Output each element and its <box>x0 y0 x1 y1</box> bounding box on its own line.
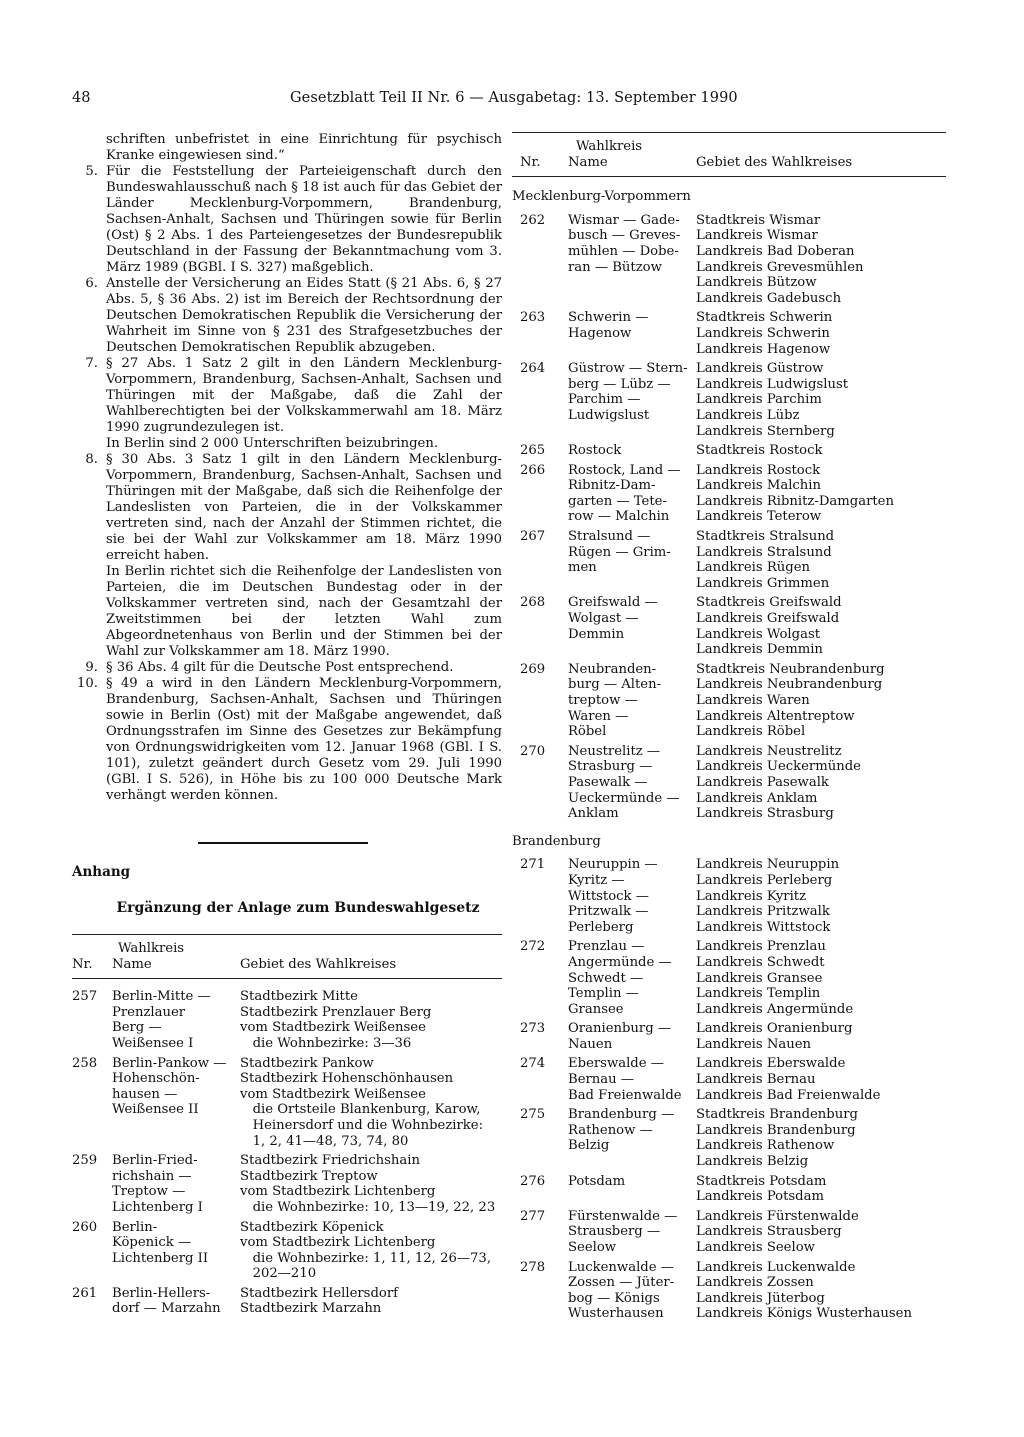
district-name-line: Kyritz — <box>568 872 625 888</box>
district-area <box>696 1256 946 1322</box>
district-name <box>112 1052 240 1150</box>
district-name-line: Hagenow <box>568 325 632 341</box>
district-name-line: Treptow — <box>112 1184 186 1200</box>
provision-text: § 30 Abs. 3 Satz 1 gilt in den Ländern Mecklenburg-Vorpommern, Brandenburg, Sachsen-Anhalt, Sachsen und Thüringen mit der Maßgabe, daß sich die Reihenfolge der Landeslisten von Parteien, die in der Volkskammer vertreten sind, nach der Anzahl der Stimmen richtet, die sie bei der Wahl zur Volkskammer am 18. März 1990 erreicht haben. <box>106 452 502 563</box>
district-name-line: Zossen — Jüter- <box>568 1275 675 1291</box>
table-row <box>512 1103 946 1169</box>
district-area-line: Landkreis Gadebusch <box>696 290 842 306</box>
district-name-line: Berlin-Hellers- <box>112 1285 211 1301</box>
district-area-line: Landkreis Grimmen <box>696 575 830 591</box>
district-area <box>696 357 946 439</box>
table-row <box>512 209 946 307</box>
district-name <box>568 591 696 657</box>
district-name <box>568 853 696 935</box>
district-name-line: Berlin-Mitte — <box>112 989 211 1005</box>
table-row <box>512 1017 946 1052</box>
district-number: 260 <box>72 1219 98 1235</box>
district-area <box>696 658 946 740</box>
region-heading: Mecklenburg-Vorpommern <box>512 189 691 205</box>
district-area-line: Landkreis Schwedt <box>696 954 825 970</box>
district-number: 267 <box>520 529 546 545</box>
district-name-line: Oranienburg — <box>568 1021 672 1037</box>
provision-text: Anstelle der Versicherung an Eides Statt (§ 21 Abs. 6, § 27 Abs. 5, § 36 Abs. 2) ist im Bereich der Rechtsordnung der Deutschen Demokratischen Republik die Versicherung der Wahrheit im Sinne von § 231 des Strafgesetzbuches der Deutschen Demokratischen Republik abzugeben. <box>106 276 502 355</box>
district-area-line: Landkreis Ueckermünde <box>696 759 861 775</box>
district-name <box>568 525 696 591</box>
district-name-line: Perleberg <box>568 919 634 935</box>
district-area <box>696 459 946 525</box>
district-name-line: Angermünde — <box>568 954 672 970</box>
table-row <box>512 658 946 740</box>
provision-item <box>72 276 502 356</box>
district-area-line: Landkreis Anklam <box>696 790 818 806</box>
district-number: 275 <box>520 1107 546 1123</box>
district-area-line: Landkreis Neustrelitz <box>696 743 842 759</box>
district-name <box>568 209 696 307</box>
district-name-line: Eberswalde — <box>568 1056 664 1072</box>
col-header-wahlkreis <box>112 935 240 979</box>
district-name <box>568 740 696 822</box>
district-area-line: Stadtbezirk Hohenschönhausen <box>240 1071 454 1087</box>
provision-item <box>72 676 502 804</box>
left-district-table <box>72 934 502 1317</box>
provision-number: 6. <box>85 276 98 291</box>
district-area-line: 202—210 <box>240 1266 317 1282</box>
district-area <box>696 1052 946 1103</box>
district-area <box>240 985 502 1051</box>
district-area-line: Landkreis Potsdam <box>696 1189 824 1205</box>
district-name <box>568 1052 696 1103</box>
district-name-line: Pasewalk — <box>568 774 648 790</box>
district-area-line: Landkreis Grevesmühlen <box>696 259 864 275</box>
district-area <box>696 439 946 459</box>
district-area-line: Landkreis Angermünde <box>696 1001 854 1017</box>
district-area-line: Landkreis Greifswald <box>696 611 840 627</box>
district-area-line: Landkreis Schwerin <box>696 325 830 341</box>
district-name-line: berg — Lübz — <box>568 376 671 392</box>
district-area-line: Stadtkreis Greifswald <box>696 595 842 611</box>
col-header-name: Name <box>568 154 608 170</box>
district-name-line: Ueckermünde — <box>568 790 680 806</box>
provision-subparagraph: In Berlin richtet sich die Reihenfolge der Landeslisten von Parteien, die im Deutschen Bundestag oder in der Volkskammer vertreten sind, nach der Gesamtzahl der Zweitstimmen bei der letzten Wahl zum Abgeordnetenhaus von Berlin und der Stimmen bei der Wahl zur Volkskammer am 18. März 1990. <box>106 564 502 659</box>
district-name-line: Lichtenberg II <box>112 1250 209 1266</box>
district-name-line: men <box>568 560 597 576</box>
district-name <box>568 1256 696 1322</box>
district-number: 259 <box>72 1153 98 1169</box>
col-header-name: Name <box>112 956 152 972</box>
table-row <box>512 740 946 822</box>
district-name-line: Ludwigslust <box>568 407 650 423</box>
district-area-line: Landkreis Eberswalde <box>696 1056 846 1072</box>
district-name-line: Weißensee II <box>112 1102 199 1118</box>
table-row <box>512 1205 946 1256</box>
district-area <box>696 853 946 935</box>
district-area-line: Landkreis Teterow <box>696 509 822 525</box>
region-heading-row <box>512 822 946 854</box>
district-name-line: Bad Freienwalde <box>568 1087 682 1103</box>
district-area-line: Landkreis Rathenow <box>696 1138 835 1154</box>
district-name-line: busch — Greves- <box>568 228 681 244</box>
district-name-line: Rathenow — <box>568 1122 653 1138</box>
provision-number: 10. <box>77 676 98 691</box>
district-name <box>568 306 696 357</box>
district-area <box>240 1216 502 1282</box>
district-name-line: Stralsund — <box>568 529 651 545</box>
district-name-line: Güstrow — Stern- <box>568 361 688 377</box>
district-area-line: Stadtbezirk Marzahn <box>240 1301 382 1317</box>
district-area-line: Landkreis Rügen <box>696 560 810 576</box>
left-column <box>72 132 502 1317</box>
district-name-line: Demmin <box>568 626 625 642</box>
page-number: 48 <box>72 90 91 106</box>
district-name-line: hausen — <box>112 1086 178 1102</box>
district-name-line: Prenzlau — <box>568 939 645 955</box>
district-name-line: bog — Königs <box>568 1290 660 1306</box>
district-area-line: Landkreis Brandenburg <box>696 1122 856 1138</box>
district-area-line: Stadtbezirk Hellersdorf <box>240 1285 399 1301</box>
district-number: 272 <box>520 939 546 955</box>
district-name-line: Belzig <box>568 1138 610 1154</box>
district-name-line: Nauen <box>568 1036 613 1052</box>
district-number: 270 <box>520 743 546 759</box>
district-name-line: Gransee <box>568 1001 624 1017</box>
district-name-line: row — Malchin <box>568 509 670 525</box>
district-name-line: Waren — <box>568 708 629 724</box>
provisions-list <box>72 132 502 804</box>
district-name-line: Berlin- <box>112 1219 158 1235</box>
district-area <box>696 1205 946 1256</box>
col-header-wahlkreis-label: Wahlkreis <box>118 941 185 956</box>
district-area-line: Stadtkreis Wismar <box>696 212 821 228</box>
col-header-gebiet: Gebiet des Wahlkreises <box>240 957 397 972</box>
district-area-line: Stadtkreis Potsdam <box>696 1173 827 1189</box>
district-name-line: Greifswald — <box>568 595 658 611</box>
district-area <box>696 209 946 307</box>
table-row <box>72 985 502 1051</box>
district-name <box>568 1170 696 1205</box>
district-name-line: Prenzlauer <box>112 1004 186 1020</box>
district-name <box>568 1205 696 1256</box>
district-name-line: burg — Alten- <box>568 677 662 693</box>
district-area-line: Landkreis Zossen <box>696 1275 814 1291</box>
district-area <box>696 1017 946 1052</box>
right-column <box>512 132 946 1322</box>
district-area-line: Landkreis Sternberg <box>696 423 835 439</box>
table-row <box>512 525 946 591</box>
table-row <box>72 1216 502 1282</box>
district-name <box>112 1282 240 1317</box>
district-area <box>696 740 946 822</box>
table-row <box>72 1149 502 1215</box>
district-area-line: Stadtbezirk Prenzlauer Berg <box>240 1004 432 1020</box>
district-area-line: Landkreis Hagenow <box>696 341 831 357</box>
district-area-line: die Ortsteile Blankenburg, Karow, <box>240 1102 481 1118</box>
district-area-line: Landkreis Luckenwalde <box>696 1259 856 1275</box>
provision-item <box>72 356 502 436</box>
provision-number: 5. <box>85 164 98 179</box>
district-area-line: Landkreis Lübz <box>696 407 800 423</box>
anhang-heading: Anhang <box>72 864 131 880</box>
district-name <box>568 658 696 740</box>
district-name-line: Parchim — <box>568 392 641 408</box>
district-area-line: Stadtkreis Schwerin <box>696 310 833 326</box>
district-area-line: Landkreis Röbel <box>696 724 806 740</box>
col-header-wahlkreis <box>568 133 696 177</box>
district-name-line: ran — Bützow <box>568 259 662 275</box>
district-area-line: Landkreis Bützow <box>696 275 817 291</box>
district-name-line: Köpenick — <box>112 1235 192 1251</box>
district-name <box>112 1216 240 1282</box>
district-name-line: Pritzwalk — <box>568 904 649 920</box>
district-area-line: Landkreis Gransee <box>696 970 823 986</box>
district-name-line: Wismar — Gade- <box>568 212 680 228</box>
district-number: 266 <box>520 462 546 478</box>
district-area-line: Landkreis Kyritz <box>696 888 807 904</box>
table-row <box>512 439 946 459</box>
table-row <box>512 935 946 1017</box>
district-name-line: Neubranden- <box>568 661 657 677</box>
district-area-line: Landkreis Perleberg <box>696 872 833 888</box>
region-heading: Brandenburg <box>512 833 601 849</box>
table-row <box>512 306 946 357</box>
right-district-table <box>512 132 946 1322</box>
district-area-line: Landkreis Prenzlau <box>696 939 826 955</box>
district-name-line: Fürstenwalde — <box>568 1208 678 1224</box>
district-name-line: Potsdam <box>568 1173 626 1189</box>
gazette-title: Gesetzblatt Teil II Nr. 6 — Ausgabetag: 13. September 1990 <box>290 90 738 106</box>
district-area-line: Landkreis Pritzwalk <box>696 904 830 920</box>
district-number: 278 <box>520 1259 546 1275</box>
district-area-line: Stadtbezirk Treptow <box>240 1168 378 1184</box>
district-name-line: Wusterhausen <box>568 1306 664 1322</box>
district-area <box>696 1170 946 1205</box>
district-name <box>112 985 240 1051</box>
district-name-line: Neustrelitz — <box>568 743 661 759</box>
district-name <box>568 935 696 1017</box>
district-name-line: Rügen — Grim- <box>568 544 671 560</box>
district-name-line: Rostock <box>568 443 622 459</box>
district-number: 277 <box>520 1208 546 1224</box>
district-name-line: treptow — <box>568 693 638 708</box>
district-name-line: Berlin-Pankow — <box>112 1055 227 1071</box>
district-area-line: Landkreis Ribnitz-Damgarten <box>696 493 894 509</box>
district-name-line: Wittstock — <box>568 888 649 904</box>
provision-number: 9. <box>85 660 98 675</box>
district-area-line: Landkreis Ludwigslust <box>696 376 849 392</box>
district-area-line: Stadtkreis Stralsund <box>696 529 835 545</box>
district-name-line: Hohenschön- <box>112 1071 200 1087</box>
table-row <box>512 357 946 439</box>
district-area-line: vom Stadtbezirk Lichtenberg <box>240 1184 436 1200</box>
district-number: 264 <box>520 361 546 377</box>
district-area-line: Stadtbezirk Mitte <box>240 989 358 1005</box>
district-name-line: Seelow <box>568 1240 617 1255</box>
district-name-line: Brandenburg — <box>568 1107 675 1123</box>
district-name-line: Ribnitz-Dam- <box>568 478 656 494</box>
provision-text: Für die Feststellung der Parteieigenschaft durch den Bundeswahlausschuß nach § 18 ist auch für das Gebiet der Länder Mecklenburg-Vorpommern, Brandenburg, Sachsen-Anhalt, Sachsen und Thüringen sowie für Berlin (Ost) § 2 Abs. 1 des Parteiengesetzes der Bundesrepublik Deutschland in der Fassung der Bekanntmachung vom 3. März 1989 (BGBl. I S. 327) maßgeblich. <box>106 164 502 275</box>
district-name-line: Röbel <box>568 724 607 740</box>
district-area-line: Landkreis Strausberg <box>696 1224 842 1240</box>
table-row <box>72 1282 502 1317</box>
district-area-line: Landkreis Jüterbog <box>696 1290 825 1306</box>
district-name <box>112 1149 240 1215</box>
table-row <box>512 1170 946 1205</box>
district-area-line: Landkreis Demmin <box>696 642 823 658</box>
district-area <box>240 1052 502 1150</box>
district-name-line: Lichtenberg I <box>112 1199 203 1215</box>
district-area-line: Landkreis Malchin <box>696 478 822 494</box>
district-number: 257 <box>72 989 98 1005</box>
district-area <box>240 1149 502 1215</box>
district-name-line: mühlen — Dobe- <box>568 243 679 259</box>
col-header-nr: Nr. <box>520 155 541 170</box>
district-area-line: Stadtkreis Rostock <box>696 443 823 459</box>
district-name-line: richshain — <box>112 1168 192 1184</box>
district-name-line: dorf — Marzahn <box>112 1301 221 1317</box>
district-area-line: vom Stadtbezirk Lichtenberg <box>240 1235 436 1251</box>
district-name-line: garten — Tete- <box>568 493 667 509</box>
provision-item <box>72 164 502 276</box>
district-area <box>696 1103 946 1169</box>
col-header-gebiet: Gebiet des Wahlkreises <box>696 155 853 170</box>
district-name-line: Neuruppin — <box>568 857 658 873</box>
district-number: 271 <box>520 857 546 873</box>
provision-text: § 49 a wird in den Ländern Mecklenburg-Vorpommern, Brandenburg, Sachsen-Anhalt, Sachsen und Thüringen sowie in Berlin (Ost) mit der Maßgabe angewendet, daß Ordnungsstrafen im Sinne des Gesetzes zur Bekämpfung von Ordnungswidrigkeiten vom 12. Januar 1968 (GBl. I S. 101), zuletzt geändert durch Gesetz vom 29. Juli 1990 (GBl. I S. 526), in Höhe bis zu 100 000 Deutsche Mark verhängt werden können. <box>106 676 502 803</box>
district-area-line: Landkreis Neubrandenburg <box>696 677 883 693</box>
district-area <box>696 525 946 591</box>
table-row <box>512 1052 946 1103</box>
district-area-line: vom Stadtbezirk Weißensee <box>240 1086 426 1102</box>
district-name-line: Weißensee I <box>112 1035 194 1051</box>
district-area-line: vom Stadtbezirk Weißensee <box>240 1020 426 1036</box>
district-area-line: Landkreis Belzig <box>696 1154 809 1170</box>
district-area-line: die Wohnbezirke: 3—36 <box>240 1035 412 1051</box>
district-name-line: Schwedt — <box>568 970 644 986</box>
district-number: 268 <box>520 595 546 611</box>
table-row <box>512 853 946 935</box>
district-name <box>568 439 696 459</box>
district-name-line: Bernau — <box>568 1072 635 1088</box>
district-number: 258 <box>72 1055 98 1071</box>
district-name-line: Strasburg — <box>568 759 653 775</box>
district-area-line: Landkreis Fürstenwalde <box>696 1208 859 1224</box>
district-number: 263 <box>520 310 546 326</box>
district-area-line: Stadtbezirk Pankow <box>240 1055 374 1071</box>
district-area-line: Landkreis Wolgast <box>696 626 821 642</box>
anhang-title: Ergänzung der Anlage zum Bundeswahlgesetz <box>116 900 480 916</box>
table-row <box>512 591 946 657</box>
district-name <box>568 1103 696 1169</box>
district-area <box>240 1282 502 1317</box>
district-area-line: Landkreis Neuruppin <box>696 857 840 873</box>
district-area-line: Landkreis Wismar <box>696 228 818 244</box>
district-number: 276 <box>520 1173 546 1189</box>
district-area <box>696 935 946 1017</box>
district-name-line: Wolgast — <box>568 611 639 627</box>
table-row <box>72 1052 502 1150</box>
district-area <box>696 306 946 357</box>
district-area-line: 1, 2, 41—48, 73, 74, 80 <box>240 1133 409 1149</box>
district-area-line: Landkreis Güstrow <box>696 361 824 377</box>
district-number: 273 <box>520 1021 546 1037</box>
district-area-line: Landkreis Strasburg <box>696 806 834 822</box>
district-area-line: Landkreis Pasewalk <box>696 774 829 790</box>
district-area-line: Landkreis Rostock <box>696 462 821 478</box>
district-number: 262 <box>520 212 546 228</box>
district-area-line: Landkreis Seelow <box>696 1240 815 1255</box>
district-area-line: Landkreis Wittstock <box>696 919 831 935</box>
provision-item <box>72 660 502 676</box>
page-header <box>72 90 944 112</box>
district-name-line: Rostock, Land — <box>568 462 681 478</box>
provision-subparagraph: In Berlin sind 2 000 Unterschriften beizubringen. <box>106 436 439 451</box>
district-name-line: Anklam <box>568 806 619 822</box>
district-area-line: Stadtbezirk Friedrichshain <box>240 1153 420 1169</box>
district-area-line: die Wohnbezirke: 1, 11, 12, 26—73, <box>240 1250 492 1266</box>
district-number: 269 <box>520 661 546 677</box>
section-divider <box>198 842 368 844</box>
district-number: 261 <box>72 1285 98 1301</box>
provision-text: § 36 Abs. 4 gilt für die Deutsche Post entsprechend. <box>106 660 454 675</box>
district-area <box>696 591 946 657</box>
district-area-line: Landkreis Waren <box>696 693 810 708</box>
district-name-line: Berlin-Fried- <box>112 1153 198 1169</box>
district-area-line: Landkreis Templin <box>696 986 821 1002</box>
district-area-line: Stadtkreis Brandenburg <box>696 1107 858 1123</box>
district-name <box>568 357 696 439</box>
provision-text: § 27 Abs. 1 Satz 2 gilt in den Ländern Mecklenburg-Vorpommern, Brandenburg, Sachsen-Anhalt, Sachsen und Thüringen mit der Maßgabe, daß die Zahl der Wahlberechtigten bei der Volkskammerwahl am 18. März 1990 zugrundezulegen ist. <box>106 356 502 435</box>
table-row <box>512 1256 946 1322</box>
district-area-line: Landkreis Oranienburg <box>696 1021 853 1037</box>
district-area-line: Stadtbezirk Köpenick <box>240 1219 384 1235</box>
district-number: 274 <box>520 1056 546 1072</box>
district-name-line: Luckenwalde — <box>568 1259 674 1275</box>
district-area-line: Landkreis Königs Wusterhausen <box>696 1306 912 1322</box>
district-area-line: Landkreis Stralsund <box>696 544 832 560</box>
district-name-line: Templin — <box>568 986 639 1002</box>
district-area-line: Stadtkreis Neubrandenburg <box>696 661 885 677</box>
district-area-line: Landkreis Bad Freienwalde <box>696 1087 881 1103</box>
district-area-line: Landkreis Altentreptow <box>696 708 855 724</box>
district-area-line: Heinersdorf und die Wohnbezirke: <box>240 1117 484 1133</box>
district-name-line: Schwerin — <box>568 310 649 326</box>
provision-number: 8. <box>85 452 98 467</box>
district-number: 265 <box>520 443 546 459</box>
provision-number: 7. <box>85 356 98 371</box>
col-header-nr: Nr. <box>72 957 93 972</box>
col-header-wahlkreis-label: Wahlkreis <box>576 139 643 154</box>
region-heading-row <box>512 177 946 209</box>
district-name <box>568 1017 696 1052</box>
district-area-line: Landkreis Nauen <box>696 1036 812 1052</box>
district-area-line: Landkreis Bad Doberan <box>696 243 855 259</box>
district-area-line: die Wohnbezirke: 10, 13—19, 22, 23 <box>240 1199 496 1215</box>
district-name-line: Berg — <box>112 1020 162 1036</box>
provision-item <box>72 452 502 564</box>
district-area-line: Landkreis Bernau <box>696 1072 816 1088</box>
district-area-line: Landkreis Parchim <box>696 392 822 408</box>
table-row <box>512 459 946 525</box>
district-name-line: Strausberg — <box>568 1224 661 1240</box>
district-name <box>568 459 696 525</box>
intro-paragraph: schriften unbefristet in eine Einrichtung für psychisch Kranke eingewiesen sind.“ <box>106 132 502 163</box>
